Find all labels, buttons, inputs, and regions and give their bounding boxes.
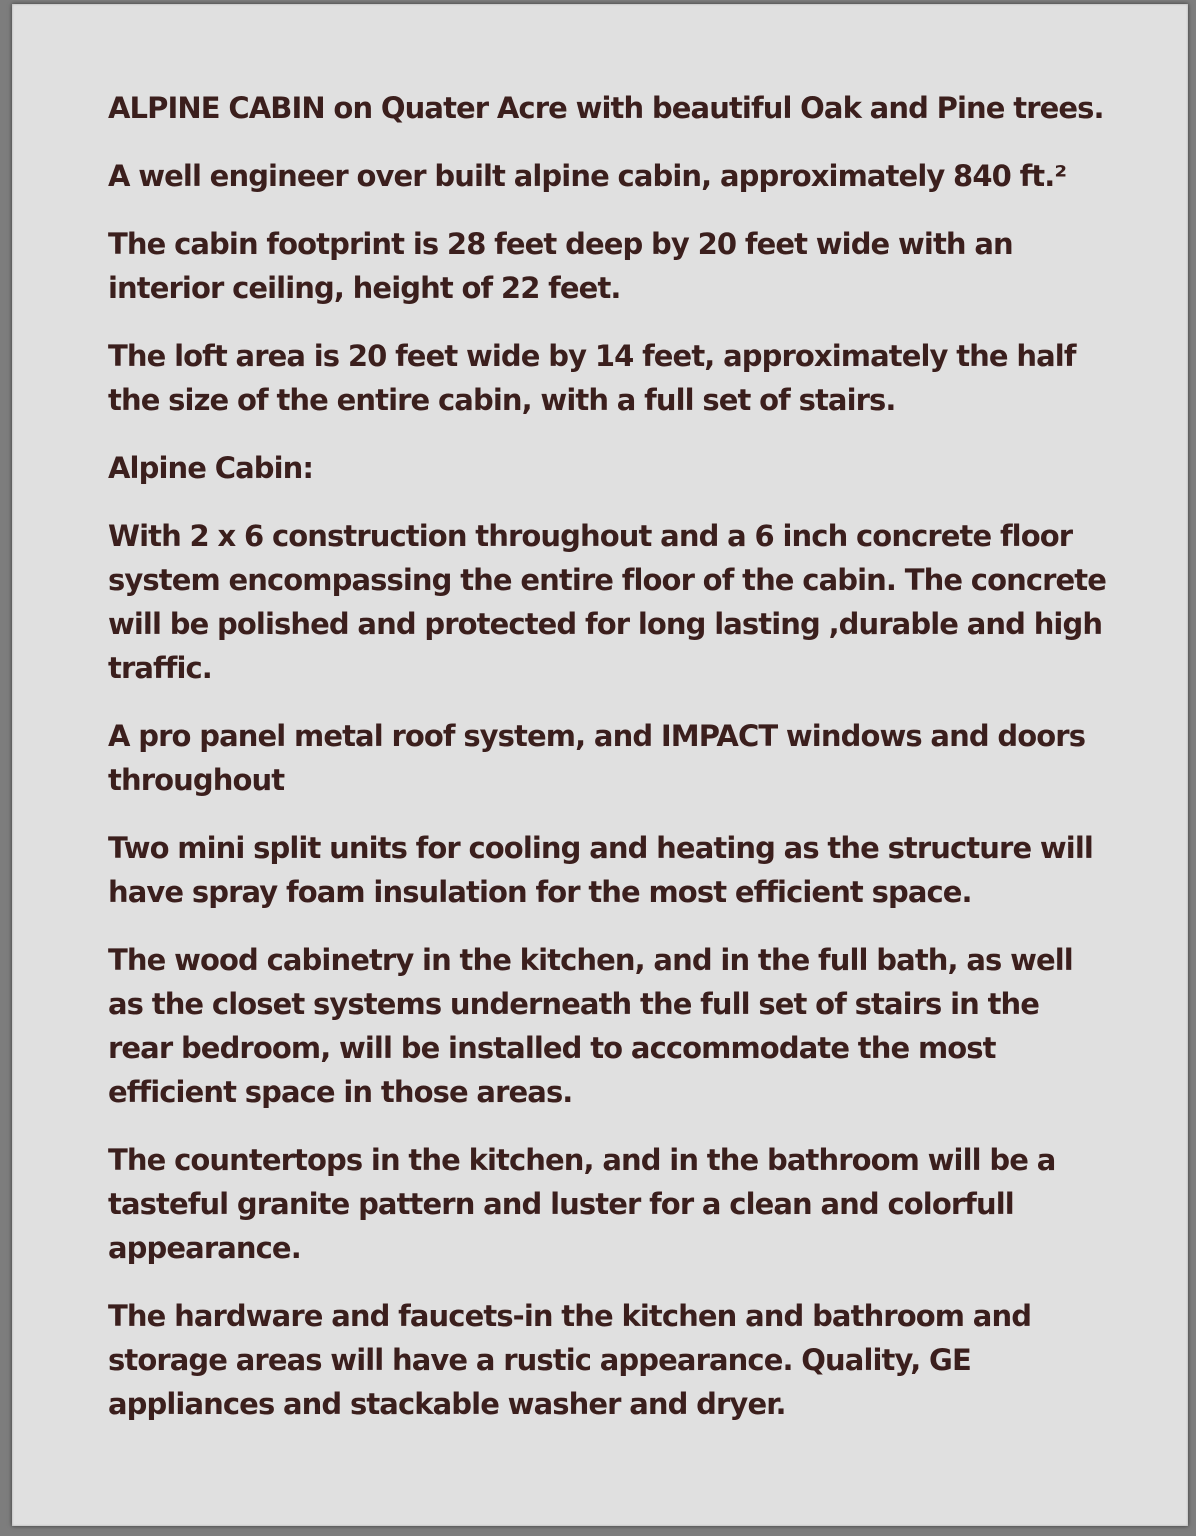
- roof-paragraph: A pro panel metal roof system, and IMPACT windows and doors throughout: [108, 719, 1086, 797]
- size-paragraph: A well engineer over built alpine cabin, approximately 840 ft.²: [108, 159, 1067, 193]
- headline-paragraph: ALPINE CABIN on Quater Acre with beautiful Oak and Pine trees.: [108, 91, 1104, 125]
- document-body: [108, 86, 1108, 1450]
- footprint-paragraph: The cabin footprint is 28 feet deep by 20 feet wide with an interior ceiling, height of 22 feet.: [108, 227, 1013, 305]
- cabinetry-paragraph: The wood cabinetry in the kitchen, and in the full bath, as well as the closet systems underneath the full set of stairs in the rear bedroom, will be installed to accommodate the most efficient space in those areas.: [108, 943, 1073, 1109]
- loft-paragraph: The loft area is 20 feet wide by 14 feet, approximately the half the size of the entire cabin, with a full set of stairs.: [108, 339, 1076, 417]
- hardware-paragraph: The hardware and faucets-in the kitchen and bathroom and storage areas will have a rustic appearance. Quality, GE appliances and stackable washer and dryer.: [108, 1299, 1032, 1421]
- countertops-paragraph: The countertops in the kitchen, and in the bathroom will be a tasteful granite pattern and luster for a clean and colorfull appearance.: [108, 1143, 1056, 1265]
- construction-paragraph: With 2 x 6 construction throughout and a 6 inch concrete floor system encompassing the entire floor of the cabin. The concrete will be polished and protected for long lasting ,durable and high traffic.: [108, 519, 1107, 685]
- hvac-paragraph: Two mini split units for cooling and heating as the structure will have spray foam insulation for the most efficient space.: [108, 831, 1093, 909]
- section-heading: Alpine Cabin:: [108, 451, 314, 485]
- document-page: [12, 4, 1188, 1526]
